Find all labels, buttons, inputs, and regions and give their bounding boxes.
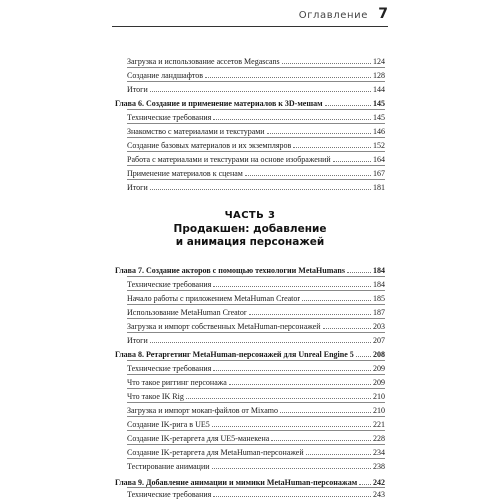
toc-entry[interactable]: Создание IK-ретаргета для UE5-манекена 228 — [127, 434, 385, 443]
entry-separator — [127, 81, 385, 82]
entry-separator — [127, 304, 385, 305]
toc-entry[interactable]: Технические требования 145 — [127, 113, 385, 122]
entry-separator — [127, 374, 385, 375]
entry-separator — [127, 179, 385, 180]
toc-entry[interactable]: Загрузка и использование ассетов Megascans 124 — [127, 57, 385, 66]
entry-separator — [127, 151, 385, 152]
entry-separator — [127, 109, 385, 110]
entry-separator — [127, 444, 385, 445]
toc-entry[interactable]: Технические требования 184 — [127, 280, 385, 289]
toc-entry[interactable]: Загрузка и импорт мокап-файлов от Mixamo 210 — [127, 406, 385, 415]
entry-separator — [127, 416, 385, 417]
part-title-line-1: Продакшен: добавление — [173, 223, 327, 235]
part-title-line-2: и анимация персонажей — [175, 236, 325, 248]
header-title: Оглавление — [298, 10, 368, 21]
toc-entry[interactable]: Начало работы с приложением MetaHuman Creator 185 — [127, 294, 385, 303]
entry-separator — [127, 388, 385, 389]
toc-entry[interactable]: Создание IK-ретаргета для MetaHuman-персонажей 234 — [127, 448, 385, 457]
toc-entry[interactable]: Что такое IK Rig 210 — [127, 392, 385, 401]
entry-separator — [127, 402, 385, 403]
toc-entry[interactable]: Итоги 181 — [127, 183, 385, 192]
entry-separator — [127, 487, 385, 488]
entry-separator — [127, 318, 385, 319]
toc-entry[interactable]: Технические требования 243 — [127, 490, 385, 499]
entry-separator — [127, 430, 385, 431]
toc-chapter-7[interactable]: Глава 7. Создание акторов с помощью технологии MetaHumans 184 — [115, 266, 385, 275]
toc-entry[interactable]: Загрузка и импорт собственных MetaHuman-персонажей 203 — [127, 322, 385, 331]
toc-entry[interactable]: Создание ландшафтов 128 — [127, 71, 385, 80]
toc-chapter-8[interactable]: Глава 8. Ретаргетинг MetaHuman-персонажей для Unreal Engine 5 208 — [115, 350, 385, 359]
toc-entry[interactable]: Итоги 144 — [127, 85, 385, 94]
toc-entry[interactable]: Создание IK-рига в UE5 221 — [127, 420, 385, 429]
entry-separator — [127, 276, 385, 277]
toc-entry[interactable]: Применение материалов к сценам 167 — [127, 169, 385, 178]
entry-separator — [127, 332, 385, 333]
toc-chapter-9[interactable]: Глава 9. Добавление анимации и мимики MetaHuman-персонажам 242 — [115, 478, 385, 487]
entry-separator — [127, 123, 385, 124]
toc-entry[interactable]: Технические требования 209 — [127, 364, 385, 373]
entry-separator — [127, 67, 385, 68]
toc-entry[interactable]: Использование MetaHuman Creator 187 — [127, 308, 385, 317]
toc-entry[interactable]: Тестирование анимации 238 — [127, 462, 385, 471]
entry-separator — [127, 458, 385, 459]
toc-chapter-6[interactable]: Глава 6. Создание и применение материалов к 3D-мешам 145 — [115, 99, 385, 108]
page-number: 7 — [378, 6, 388, 22]
entry-separator — [127, 360, 385, 361]
entry-separator — [127, 290, 385, 291]
toc-entry[interactable]: Итоги 207 — [127, 336, 385, 345]
entry-separator — [127, 165, 385, 166]
part-label: ЧАСТЬ 3 — [224, 210, 276, 221]
toc-entry[interactable]: Создание базовых материалов и их экземпляров 152 — [127, 141, 385, 150]
toc-entry[interactable]: Что такое риггинг персонажа 209 — [127, 378, 385, 387]
entry-separator — [127, 137, 385, 138]
toc-entry[interactable]: Работа с материалами и текстурами на основе изображений 164 — [127, 155, 385, 164]
toc-entry[interactable]: Знакомство с материалами и текстурами 146 — [127, 127, 385, 136]
